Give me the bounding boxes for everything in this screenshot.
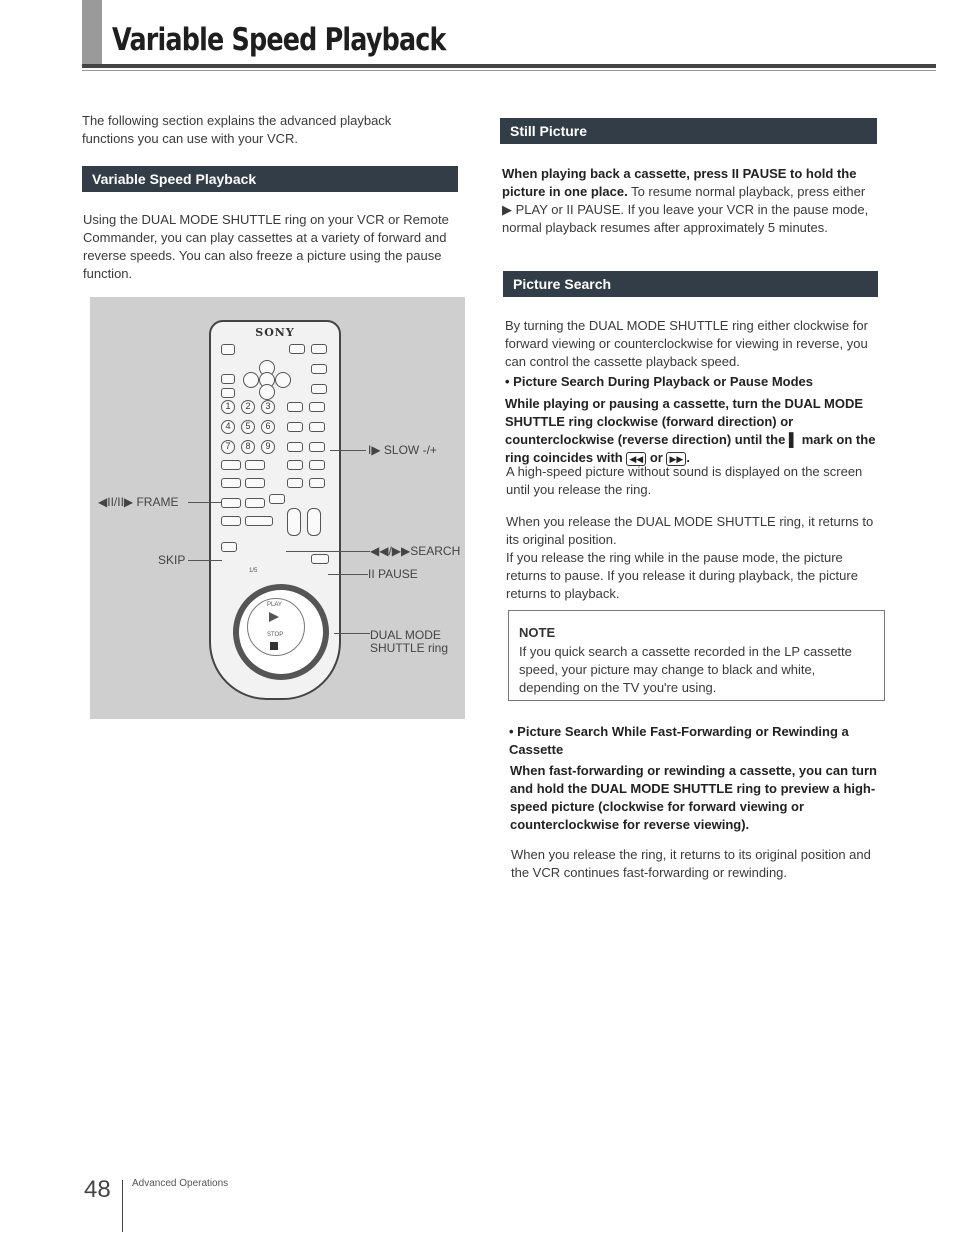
- digit-5-button: 5: [241, 420, 255, 434]
- vcr-plus-button: [311, 364, 327, 374]
- vsp-body-text: Using the DUAL MODE SHUTTLE ring on your VCR or Remote Commander, you can play cassettes at a variety of forward and reverse speeds. You can also freeze a picture using the pause function.: [83, 212, 449, 281]
- bullet-2: • Picture Search While Fast-Forwarding or Rewinding a Cassette: [509, 724, 849, 757]
- picture-search-intro-block: [505, 317, 880, 371]
- remote-brand: SONY: [255, 326, 295, 339]
- digit-4-button: 4: [221, 420, 235, 434]
- dual-leader: [334, 633, 370, 634]
- play-label: PLAY: [267, 602, 282, 608]
- bold-1-block: [505, 395, 882, 467]
- dual-label-1: DUAL MODE: [370, 628, 441, 642]
- digit-6-button: 6: [261, 420, 275, 434]
- bullet-1-block: [505, 373, 880, 391]
- bold-2-block: [510, 762, 885, 834]
- para-3: When you release the ring, it returns to its original position and the VCR continues fast-forwarding or rewinding.: [511, 847, 871, 880]
- para-1: A high-speed picture without sound is displayed on the screen until you release the ring.: [506, 464, 863, 497]
- input-select-button: [269, 494, 285, 504]
- pause-label: II PAUSE: [368, 567, 418, 581]
- cursor-down-button: [259, 384, 275, 400]
- title-rule-thin: [82, 70, 936, 71]
- slow-minus-button: [221, 460, 241, 470]
- search-leader: [286, 551, 370, 552]
- frame-forward-button: [245, 478, 265, 488]
- dual-mode-shuttle-ring: [233, 584, 329, 680]
- intro-text: The following section explains the advanced playback functions you can use with your VCR.: [82, 113, 392, 146]
- search-forward-button: [245, 498, 265, 508]
- digit-7-button: 7: [221, 440, 235, 454]
- digit-8-button: 8: [241, 440, 255, 454]
- index-search-button: [309, 478, 325, 488]
- channel-rocker: [287, 508, 301, 536]
- pause-button: [311, 554, 329, 564]
- digit-2-button: 2: [241, 400, 255, 414]
- cursor-left-button: [243, 372, 259, 388]
- play-icon: [269, 612, 279, 622]
- para-3-block: [511, 846, 883, 882]
- jog-label: 1/5: [249, 568, 258, 574]
- bold-1: While playing or pausing a cassette, turn the DUAL MODE SHUTTLE ring clockwise (forward direction) or counterclockwise (reverse direction) until the ▌ mark on the ring coincides with ◀◀ or ▶▶ .: [505, 396, 876, 465]
- still-body: To resume normal playback, press either ▶ PLAY or II PAUSE. If you leave your VCR in the pause mode, normal playback resumes after approximately 5 minutes.: [502, 184, 869, 235]
- title-accent-bar: [82, 0, 102, 66]
- note-title: NOTE: [519, 625, 556, 640]
- vcr-tv-button: [221, 542, 237, 552]
- skip-button: [245, 516, 273, 526]
- footer-section: Advanced Operations: [132, 1178, 229, 1189]
- digit-1-button: 1: [221, 400, 235, 414]
- bold-2: When fast-forwarding or rewinding a cassette, you can turn and hold the DUAL MODE SHUTTLE ring to preview a high-speed picture (clockwise for forward viewing or counterclockwise for reverse viewing).: [510, 763, 877, 832]
- clear-button: [309, 402, 325, 412]
- slow-leader: [330, 450, 366, 451]
- para-2b: If you release the ring while in the pause mode, the picture returns to pause. If you release it during playback, the picture returns to playback.: [506, 550, 858, 601]
- weekly-button: [309, 442, 325, 452]
- bold-1-text: While playing or pausing a cassette, turn the DUAL MODE SHUTTLE ring clockwise (forward direction) or counterclockwise (reverse direction) until the ▌ mark on the ring coincides with: [505, 396, 876, 465]
- audio-button: [221, 388, 235, 398]
- once-button: [309, 422, 325, 432]
- power-button: [311, 344, 327, 354]
- intro-block: [82, 112, 427, 148]
- menu-button: [221, 374, 235, 384]
- still-picture-text: [502, 165, 872, 237]
- frame-label: ◀II/II▶ FRAME: [98, 495, 179, 509]
- note-text: If you quick search a cassette recorded in the LP cassette speed, your picture may change to black and white, depending on the TV you're using.: [519, 644, 852, 695]
- enter-button: [287, 460, 303, 470]
- pause-leader: [328, 574, 368, 575]
- fast-forward-icon: ▶▶: [666, 452, 686, 466]
- bullet-1-text: Picture Search During Playback or Pause Modes: [513, 374, 814, 389]
- rewind-icon: ◀◀: [626, 452, 646, 466]
- para-1-block: [506, 463, 876, 499]
- footer-rule: [122, 1180, 123, 1232]
- bullet-2-block: [509, 723, 887, 759]
- daily-button: [287, 442, 303, 452]
- skip-leader: [188, 560, 222, 561]
- dual-label-2: SHUTTLE ring: [370, 641, 449, 655]
- digit-9-button: 9: [261, 440, 275, 454]
- frame-back-button: [221, 478, 241, 488]
- vsp-section-heading: Variable Speed Playback: [82, 166, 458, 192]
- frame-leader: [188, 502, 222, 503]
- cursor-right-button: [275, 372, 291, 388]
- title-rule: [82, 64, 936, 68]
- volume-rocker: [307, 508, 321, 536]
- bullet-2-text: Picture Search While Fast-Forwarding or Rewinding a Cassette: [509, 724, 849, 757]
- execute-button: [311, 384, 327, 394]
- digit-3-button: 3: [261, 400, 275, 414]
- index-button: [309, 460, 325, 470]
- para-2a: When you release the DUAL MODE SHUTTLE ring, it returns to its original position.: [506, 514, 874, 547]
- bold-1-or: or: [649, 450, 663, 465]
- tv-vtr-switch: [289, 344, 305, 354]
- still-picture-block: [502, 165, 872, 237]
- search-label: ◀◀/▶▶SEARCH: [370, 544, 461, 558]
- timer-rec-button: [287, 402, 303, 412]
- picture-search-heading: Picture Search: [503, 271, 878, 297]
- remote-commander: [209, 320, 341, 700]
- page-title: Variable Speed Playback: [112, 22, 446, 58]
- slow-plus-button: [245, 460, 265, 470]
- para-2-block: [506, 513, 884, 603]
- tape-speed-button: [287, 478, 303, 488]
- stop-icon: [270, 642, 278, 650]
- rewind-button: [221, 516, 241, 526]
- skip-label: SKIP: [158, 553, 186, 567]
- bullet-1: • Picture Search During Playback or Pause Modes: [505, 374, 814, 389]
- note-box: [508, 610, 885, 701]
- still-picture-heading: Still Picture: [500, 118, 877, 144]
- picture-search-intro: By turning the DUAL MODE SHUTTLE ring either clockwise for forward viewing or counterclockwise for viewing in reverse, you can control the cassette playback speed.: [505, 318, 868, 369]
- search-back-button: [221, 498, 241, 508]
- page-number: 48: [84, 1176, 111, 1203]
- stop-label: STOP: [267, 632, 284, 638]
- slow-label: I▶ SLOW -/+: [368, 443, 437, 457]
- vsp-body-block: [83, 211, 453, 283]
- still-bold: When playing back a cassette, press II PAUSE to hold the picture in one place.: [502, 166, 857, 199]
- vcr-plus-once-button: [287, 422, 303, 432]
- tv-vtr-button: [221, 344, 235, 355]
